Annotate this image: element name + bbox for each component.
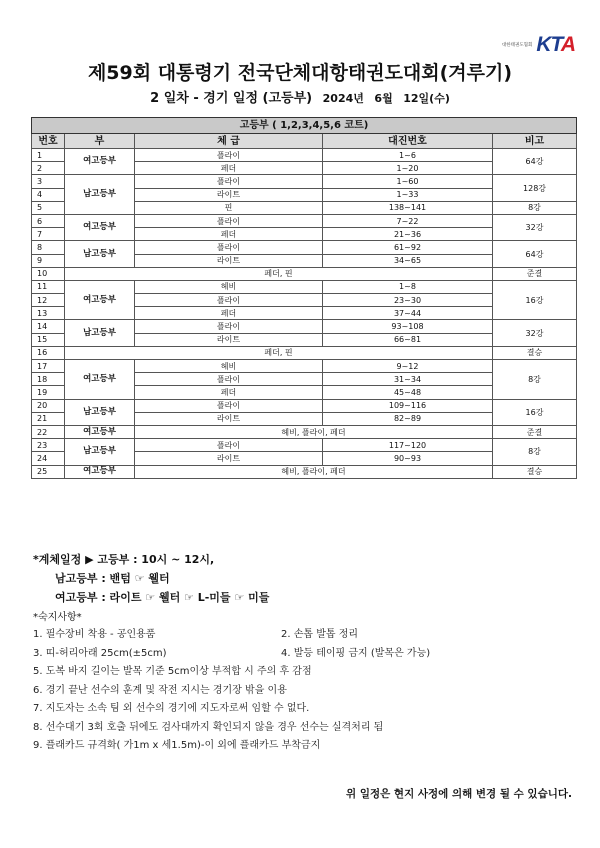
rule-text: 5. 도복 바지 길이는 발목 기준 5cm이상 부적합 시 주의 후 감점 [33,666,312,677]
rule-text: 9. 플래카드 규격화( 가1m x 세1.5m)-이 외에 플래카드 부착금지 [33,740,321,751]
rule-line [33,625,573,644]
cell-number: 22 [32,425,65,438]
table-row [32,241,577,254]
cell-bracket: 1~33 [323,188,493,201]
cell-bracket: 90~93 [323,452,493,465]
rule-text: 2. 손톱 발톱 정리 [281,629,359,640]
cell-weight: 헤비 [135,360,323,373]
table-row [32,346,577,359]
cell-bracket: 82~89 [323,412,493,425]
rule-line [33,681,573,700]
cell-note: 8강 [493,201,577,214]
table-row [32,175,577,188]
cell-weight: 라이트 [135,412,323,425]
cell-division: 여고등부 [65,360,135,400]
cell-weight: 핀 [135,201,323,214]
rule-text: 1. 필수장비 착용 - 공인용품 [33,629,156,640]
cell-note: 64강 [493,149,577,175]
cell-number: 19 [32,386,65,399]
cell-bracket: 7~22 [323,214,493,227]
cell-division: 남고등부 [65,320,135,346]
cell-note: 결승 [493,346,577,359]
cell-bracket: 34~65 [323,254,493,267]
cell-note: 64강 [493,241,577,267]
notes-section [33,551,573,755]
header-number: 번호 [32,134,65,149]
cell-bracket: 21~36 [323,228,493,241]
cell-number: 6 [32,214,65,227]
cell-bracket: 1~6 [323,149,493,162]
cell-weight: 플라이 [135,320,323,333]
table-row [32,360,577,373]
cell-weight: 페더 [135,162,323,175]
footer-notice: 위 일정은 현지 사정에 의해 변경 될 수 있습니다. [346,788,572,800]
cell-weight: 플라이 [135,399,323,412]
rule-text: 6. 경기 끝난 선수의 훈계 및 작전 지시는 경기장 밖을 이용 [33,684,287,696]
cell-bracket: 1~60 [323,175,493,188]
cell-bracket: 23~30 [323,294,493,307]
page-title: 제59회 대통령기 전국단체대항태권도대회(겨루기) [87,62,513,84]
cell-bracket: 109~116 [323,399,493,412]
cell-bracket: 66~81 [323,333,493,346]
cell-note: 8강 [493,439,577,465]
rule-line [33,699,573,718]
cell-weight: 페더 [135,307,323,320]
weigh-in-line-1: *계체일정 ▶ 고등부 : 10시 ~ 12시, [33,553,215,566]
subtitle-date: 12일(수) [403,92,450,105]
table-row [32,399,577,412]
rule-line [33,736,573,755]
table-row [32,465,577,478]
weigh-in-line-2: 남고등부 : 밴텀 ☞ 웰터 [55,572,170,585]
cell-weight: 플라이 [135,214,323,227]
cell-number: 12 [32,294,65,307]
cell-note: 결승 [493,465,577,478]
cell-weight: 페더 [135,228,323,241]
cell-number: 8 [32,241,65,254]
cell-number: 2 [32,162,65,175]
cell-bracket: 45~48 [323,386,493,399]
cell-merged-weights: 헤비, 플라이, 페더 [135,425,493,438]
cell-division: 여고등부 [65,280,135,320]
cell-division: 여고등부 [65,214,135,240]
logo-mark: KTA [536,33,575,56]
table-caption: 고등부 ( 1,2,3,4,5,6 코트) [32,118,577,134]
rule-line [33,644,573,663]
cell-note: 128강 [493,175,577,201]
cell-division: 남고등부 [65,175,135,215]
subtitle-year: 2024년 [322,92,364,105]
table-row [32,425,577,438]
rule-text: 3. 띠-허리아래 25cm(±5cm) [33,647,167,659]
cell-weight: 라이트 [135,333,323,346]
cell-bracket: 93~108 [323,320,493,333]
cell-number: 17 [32,360,65,373]
cell-number: 18 [32,373,65,386]
cell-weight: 플라이 [135,439,323,452]
cell-number: 7 [32,228,65,241]
cell-number: 11 [32,280,65,293]
table-row [32,320,577,333]
cell-bracket: 37~44 [323,307,493,320]
cell-note: 준결 [493,425,577,438]
cell-note: 8강 [493,360,577,400]
cell-weight: 페더 [135,386,323,399]
cell-number: 4 [32,188,65,201]
cell-note: 32강 [493,320,577,346]
cell-bracket: 61~92 [323,241,493,254]
header-weight: 체 급 [135,134,323,149]
page-subtitle [0,87,600,106]
header-division: 부 [65,134,135,149]
rules-heading: *숙지사항* [33,612,82,623]
rule-text: 4. 발등 테이핑 금지 (발목은 가능) [281,647,431,659]
table-row [32,149,577,162]
cell-bracket: 117~120 [323,439,493,452]
cell-number: 3 [32,175,65,188]
cell-division: 여고등부 [65,425,135,438]
cell-weight: 라이트 [135,452,323,465]
cell-number: 1 [32,149,65,162]
cell-weight: 플라이 [135,241,323,254]
cell-number: 9 [32,254,65,267]
cell-weight: 라이트 [135,188,323,201]
cell-number: 5 [32,201,65,214]
cell-division: 남고등부 [65,439,135,465]
cell-division: 여고등부 [65,149,135,175]
rule-line [33,718,573,737]
cell-division: 여고등부 [65,465,135,478]
rule-text: 8. 선수대기 3회 호출 뒤에도 검사대까지 확인되지 않을 경우 선수는 실격처리 됨 [33,721,384,733]
cell-weight: 플라이 [135,175,323,188]
kta-logo [502,33,575,57]
cell-merged-weights: 페더, 핀 [65,346,493,359]
table-row [32,439,577,452]
rule-text: 7. 지도자는 소속 팀 외 선수의 경기에 지도자로써 임할 수 없다. [33,703,310,714]
cell-bracket: 31~34 [323,373,493,386]
rule-line [33,662,573,681]
cell-number: 24 [32,452,65,465]
cell-number: 10 [32,267,65,280]
cell-note: 준결 [493,267,577,280]
cell-note: 16강 [493,280,577,320]
table-row [32,280,577,293]
cell-number: 25 [32,465,65,478]
subtitle-day: 2 일차 - 경기 일정 (고등부) [150,91,313,106]
schedule-table-wrapper [31,117,576,479]
cell-weight: 플라이 [135,294,323,307]
subtitle-month: 6월 [374,92,393,105]
cell-weight: 플라이 [135,149,323,162]
table-row [32,267,577,280]
cell-bracket: 9~12 [323,360,493,373]
table-row [32,214,577,227]
cell-number: 13 [32,307,65,320]
cell-number: 20 [32,399,65,412]
cell-merged-weights: 페더, 핀 [65,267,493,280]
cell-weight: 헤비 [135,280,323,293]
cell-number: 14 [32,320,65,333]
cell-bracket: 138~141 [323,201,493,214]
cell-number: 16 [32,346,65,359]
logo-org-name: 대한태권도협회 [501,43,533,48]
header-bracket: 대진번호 [323,134,493,149]
cell-merged-weights: 헤비, 플라이, 페더 [135,465,493,478]
weigh-in-line-3: 여고등부 : 라이트 ☞ 웰터 ☞ L-미들 ☞ 미들 [55,591,270,604]
cell-bracket: 1~20 [323,162,493,175]
cell-note: 32강 [493,214,577,240]
cell-division: 남고등부 [65,399,135,425]
table-body [32,149,577,479]
cell-number: 21 [32,412,65,425]
cell-weight: 플라이 [135,373,323,386]
cell-note: 16강 [493,399,577,425]
rules-list [33,625,573,755]
cell-number: 23 [32,439,65,452]
schedule-table [31,117,577,479]
cell-number: 15 [32,333,65,346]
cell-bracket: 1~8 [323,280,493,293]
cell-division: 남고등부 [65,241,135,267]
header-note: 비고 [493,134,577,149]
cell-weight: 라이트 [135,254,323,267]
